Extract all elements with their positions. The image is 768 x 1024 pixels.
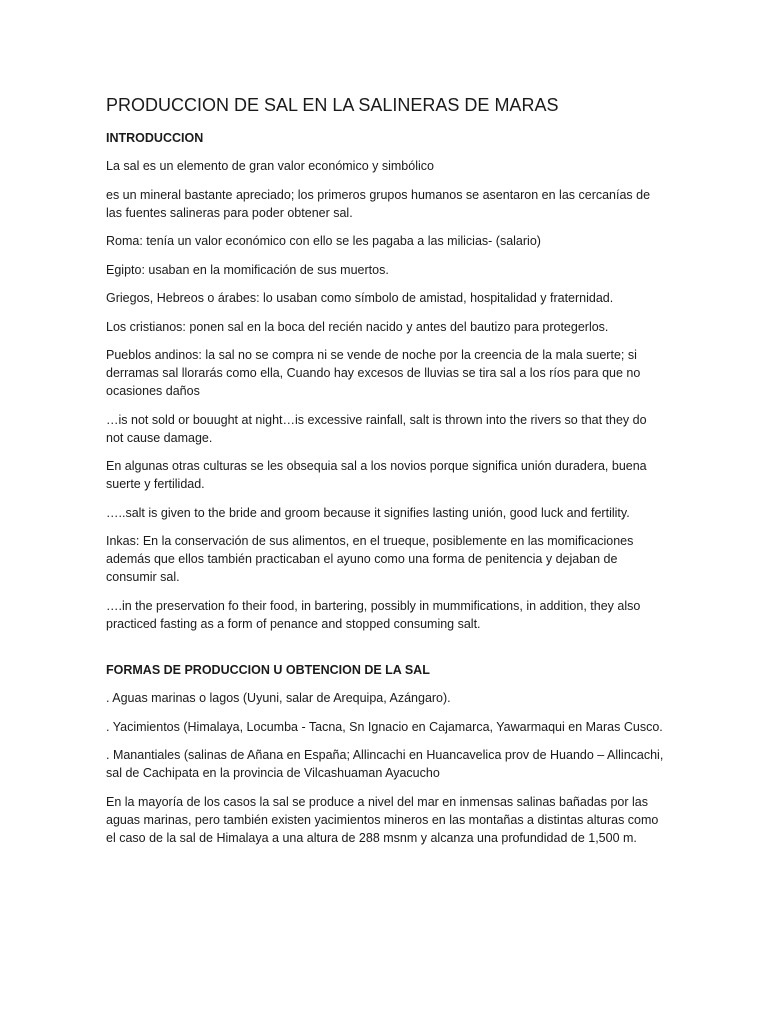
paragraph: Inkas: En la conservación de sus alimentos, en el trueque, posiblemente en las momificaciones además que ellos también practicaban el ayuno como una forma de penitencia y dejaban de consumir sal.	[106, 534, 634, 584]
paragraph: Los cristianos: ponen sal en la boca del recién nacido y antes del bautizo para protegerlos.	[106, 319, 609, 334]
paragraph: En algunas otras culturas se les obsequia sal a los novios porque significa unión duradera, buena suerte y fertilidad.	[106, 459, 647, 491]
paragraph: …..salt is given to the bride and groom because it signifies lasting unión, good luck and fertility.	[106, 505, 630, 520]
paragraph: En la mayoría de los casos la sal se produce a nivel del mar en inmensas salinas bañadas por las aguas marinas, pero también existen yacimientos mineros en las montañas a distintas alturas como el caso de la sal de Himalaya a una altura de 288 msnm y alcanza una profundidad de 1,500 m.	[106, 794, 659, 845]
paragraph: Griegos, Hebreos o árabes: lo usaban como símbolo de amistad, hospitalidad y fraternidad.	[106, 291, 614, 305]
document-page	[106, 93, 666, 857]
paragraph: …is not sold or bouught at night…is excessive rainfall, salt is thrown into the rivers so that they do not cause damage.	[106, 412, 647, 445]
paragraph: Roma: tenía un valor económico con ello se les pagaba a las milicias- (salario)	[106, 234, 541, 248]
paragraph: La sal es un elemento de gran valor económico y simbólico	[106, 159, 434, 173]
section-heading-formas-de-produccion: FORMAS DE PRODUCCION U OBTENCION DE LA SAL	[106, 663, 430, 677]
paragraph: . Aguas marinas o lagos (Uyuni, salar de Arequipa, Azángaro).	[106, 691, 451, 705]
paragraph: ….in the preservation fo their food, in bartering, possibly in mummifications, in addition, they also practiced fasting as a form of penance and stopped consuming salt.	[106, 598, 641, 631]
blank-line	[106, 643, 666, 661]
paragraph: . Manantiales (salinas de Añana en España; Allincachi en Huancavelica prov de Huando – Allincachi, sal de Cachipata en la provincia de Vilcashuaman Ayacucho	[106, 748, 664, 780]
document-title: PRODUCCION DE SAL EN LA SALINERAS DE MARAS	[106, 95, 559, 115]
paragraph: Pueblos andinos: la sal no se compra ni se vende de noche por la creencia de la mala suerte; si derramas sal llorarás como ella, Cuando hay excesos de lluvias se tira sal a los ríos para que no ocasiones daños	[106, 348, 641, 398]
paragraph: es un mineral bastante apreciado; los primeros grupos humanos se asentaron en las cercanías de las fuentes salineras para poder obtener sal.	[106, 187, 651, 220]
paragraph: . Yacimientos (Himalaya, Locumba - Tacna, Sn Ignacio en Cajamarca, Yawarmaqui en Maras Cusco.	[106, 719, 663, 734]
section-heading-introduccion: INTRODUCCION	[106, 131, 204, 145]
paragraph: Egipto: usaban en la momificación de sus muertos.	[106, 262, 389, 277]
